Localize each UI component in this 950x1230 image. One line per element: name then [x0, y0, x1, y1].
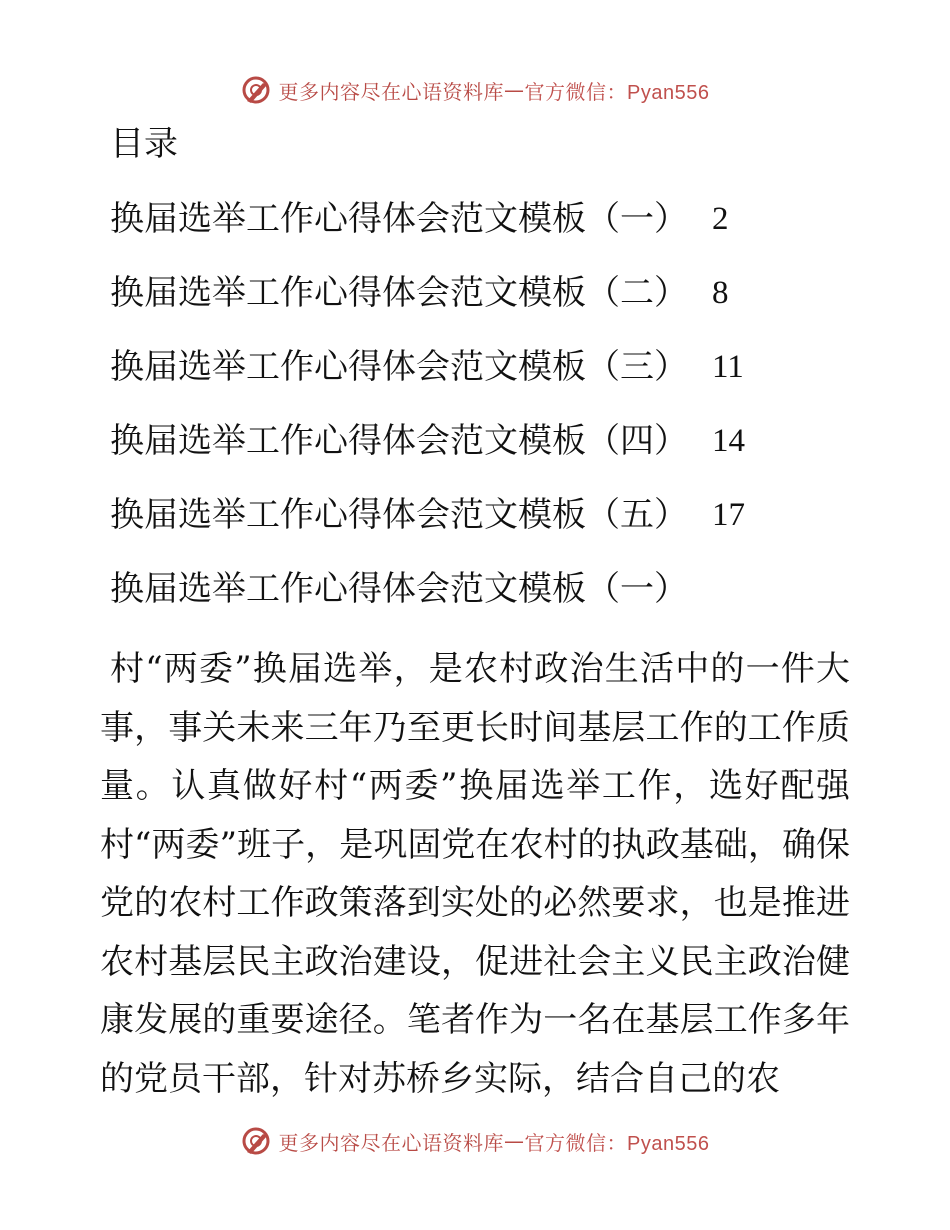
footer-banner [0, 1121, 950, 1161]
pen-circle-logo-icon [241, 75, 271, 105]
header-banner [0, 70, 950, 110]
toc-entry-title: 换届选举工作心得体会范文模板（一） [110, 199, 688, 239]
body-paragraph: 村“两委”换届选举，是农村政治生活中的一件大事，事关未来三年乃至更长时间基层工作的工作质量。认真做好村“两委”换届选举工作，选好配强村“两委”班子，是巩固党在农村的执政基础，确保党的农村工作政策落到实处的必然要求，也是推进农村基层民主政治建设，促进社会主义民主政治健康发展的重要途径。笔者作为一名在基层工作多年的党员干部，针对苏桥乡实际，结合自己的农 [100, 649, 850, 1099]
table-of-contents [110, 196, 745, 566]
toc-entry[interactable] [110, 270, 745, 344]
toc-entry-title: 换届选举工作心得体会范文模板（五） [110, 495, 688, 535]
toc-title: 目录 [110, 124, 178, 164]
banner-wechat: 官方微信：Pyan556 [524, 1132, 710, 1155]
toc-entry-page: 17 [712, 497, 745, 533]
toc-entry-page: 14 [712, 423, 745, 459]
banner-wechat: 官方微信：Pyan556 [524, 81, 710, 104]
toc-entry[interactable] [110, 492, 745, 566]
toc-entry[interactable] [110, 196, 745, 270]
banner-separator: — [504, 1129, 525, 1153]
toc-entry-title: 换届选举工作心得体会范文模板（三） [110, 347, 688, 387]
section-heading: 换届选举工作心得体会范文模板（一） [110, 569, 688, 609]
banner-text: 更多内容尽在心语资料库 [278, 1130, 505, 1155]
pen-circle-logo-icon [241, 1126, 271, 1156]
toc-entry[interactable] [110, 418, 745, 492]
toc-entry-page: 8 [712, 275, 729, 311]
toc-entry-title: 换届选举工作心得体会范文模板（四） [110, 421, 688, 461]
banner-separator: — [504, 78, 525, 102]
banner-text: 更多内容尽在心语资料库 [278, 79, 505, 104]
toc-entry[interactable] [110, 344, 745, 418]
toc-entry-page: 11 [712, 349, 744, 385]
toc-entry-page: 2 [712, 201, 729, 237]
toc-entry-title: 换届选举工作心得体会范文模板（二） [110, 273, 688, 313]
